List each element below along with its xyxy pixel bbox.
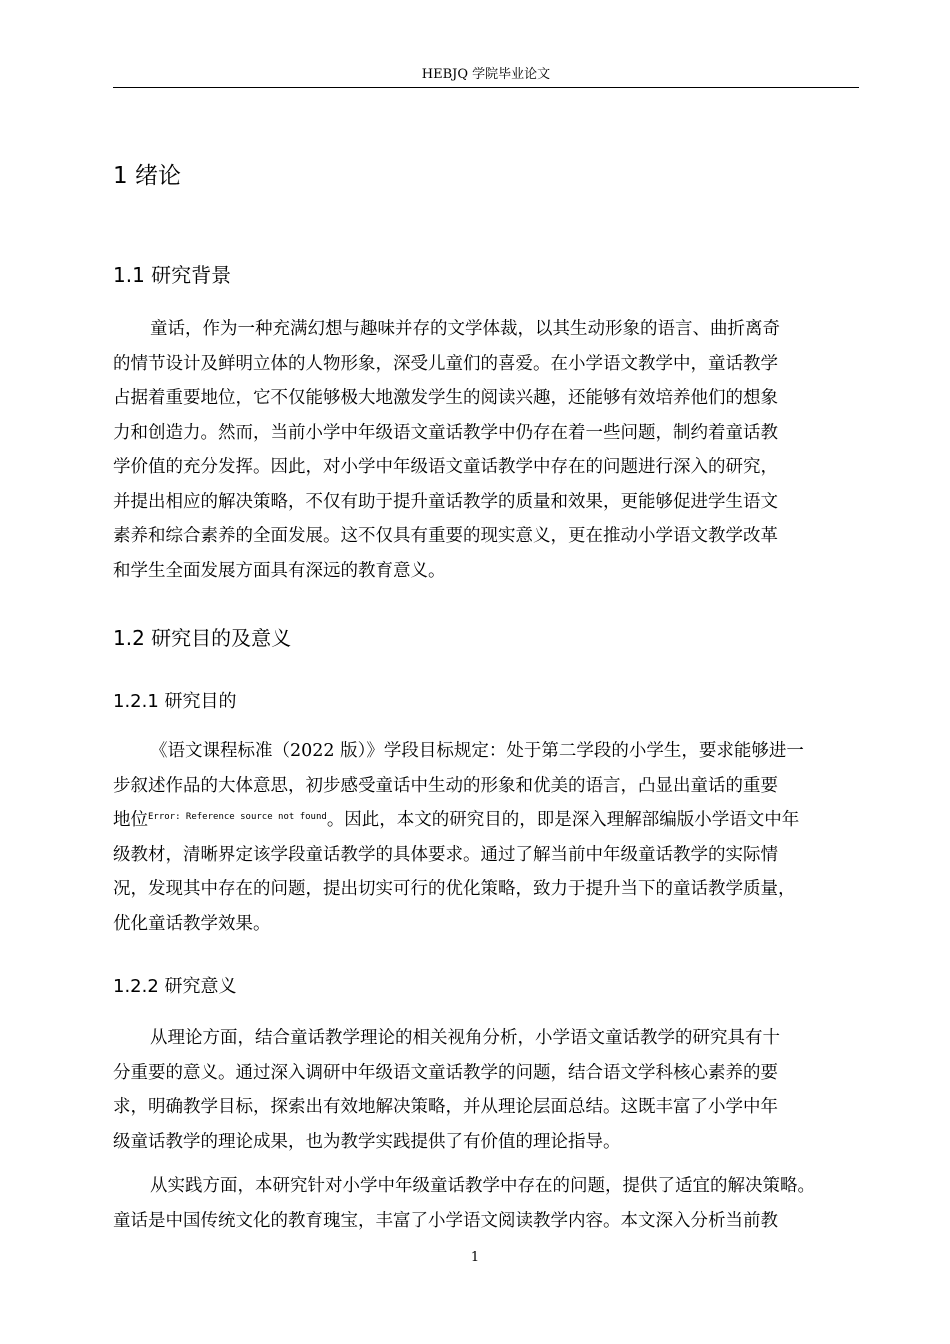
section-1-1-paragraph	[113, 312, 873, 588]
section-1-2-2-title: 1.2.2 研究意义	[113, 976, 237, 997]
section-1-2-1-title: 1.2.1 研究目的	[113, 691, 237, 712]
paragraph-line: 步叙述作品的大体意思，初步感受童话中生动的形象和优美的语言，凸显出童话的重要	[113, 775, 778, 796]
paragraph-line: 从实践方面，本研究针对小学中年级童话教学中存在的问题，提供了适宜的解决策略。	[150, 1176, 815, 1196]
header-rule	[113, 87, 859, 88]
paragraph-line: 和学生全面发展方面具有深远的教育意义。	[113, 560, 446, 581]
paragraph-line: 级童话教学的理论成果，也为教学实践提供了有价值的理论指导。	[113, 1131, 621, 1152]
broken-reference: Error: Reference source not found	[148, 812, 327, 822]
section-1-2-2-paragraph-practice	[113, 1169, 873, 1238]
paragraph-line: 《语文课程标准（2022 版）》学段目标规定：处于第二学段的小学生，要求能够进一	[150, 741, 804, 761]
paragraph-line: 优化童话教学效果。	[113, 913, 271, 934]
section-1-2-2-paragraph-theory	[113, 1021, 873, 1159]
paragraph-line: 童话，作为一种充满幻想与趣味并存的文学体裁，以其生动形象的语言、曲折离奇	[150, 319, 780, 339]
page-number: 1	[470, 1250, 480, 1265]
paragraph-line: 并提出相应的解决策略，不仅有助于提升童话教学的质量和效果，更能够促进学生语文	[113, 491, 778, 512]
chapter-title: 1 绪论	[113, 163, 181, 189]
paragraph-line: 从理论方面，结合童话教学理论的相关视角分析，小学语文童话教学的研究具有十	[150, 1028, 780, 1048]
paragraph-line: 求，明确教学目标，探索出有效地解决策略，并从理论层面总结。这既丰富了小学中年	[113, 1097, 778, 1117]
paragraph-line: 的情节设计及鲜明立体的人物形象，深受儿童们的喜爱。在小学语文教学中，童话教学	[113, 353, 778, 374]
text-run: 。因此，本文的研究目的，即是深入理解部编版小学语文中年	[326, 810, 800, 830]
paragraph-line: 分重要的意义。通过深入调研中年级语文童话教学的问题，结合语文学科核心素养的要	[113, 1062, 778, 1083]
paragraph-line: 学价值的充分发挥。因此，对小学中年级语文童话教学中存在的问题进行深入的研究，	[113, 457, 778, 477]
text-run: 地位	[113, 810, 148, 830]
running-header: HEBJQ 学院毕业论文	[421, 67, 551, 82]
paragraph-line: 力和创造力。然而，当前小学中年级语文童话教学中仍存在着一些问题，制约着童话教	[113, 422, 778, 443]
paragraph-line: 素养和综合素养的全面发展。这不仅具有重要的现实意义，更在推动小学语文教学改革	[113, 526, 778, 546]
paragraph-line: 占据着重要地位，它不仅能够极大地激发学生的阅读兴趣，还能够有效培养他们的想象	[113, 388, 778, 408]
paragraph-line: 级教材，清晰界定该学段童话教学的具体要求。通过了解当前中年级童话教学的实际情	[113, 844, 778, 865]
section-1-2-title: 1.2 研究目的及意义	[113, 626, 292, 650]
section-1-2-1-paragraph	[113, 734, 873, 941]
paragraph-line: 况，发现其中存在的问题，提出切实可行的优化策略，致力于提升当下的童话教学质量，	[113, 879, 796, 899]
paragraph-line	[113, 803, 873, 838]
section-1-1-title: 1.1 研究背景	[113, 263, 232, 287]
paragraph-line: 童话是中国传统文化的教育瑰宝，丰富了小学语文阅读教学内容。本文深入分析当前教	[113, 1210, 778, 1231]
